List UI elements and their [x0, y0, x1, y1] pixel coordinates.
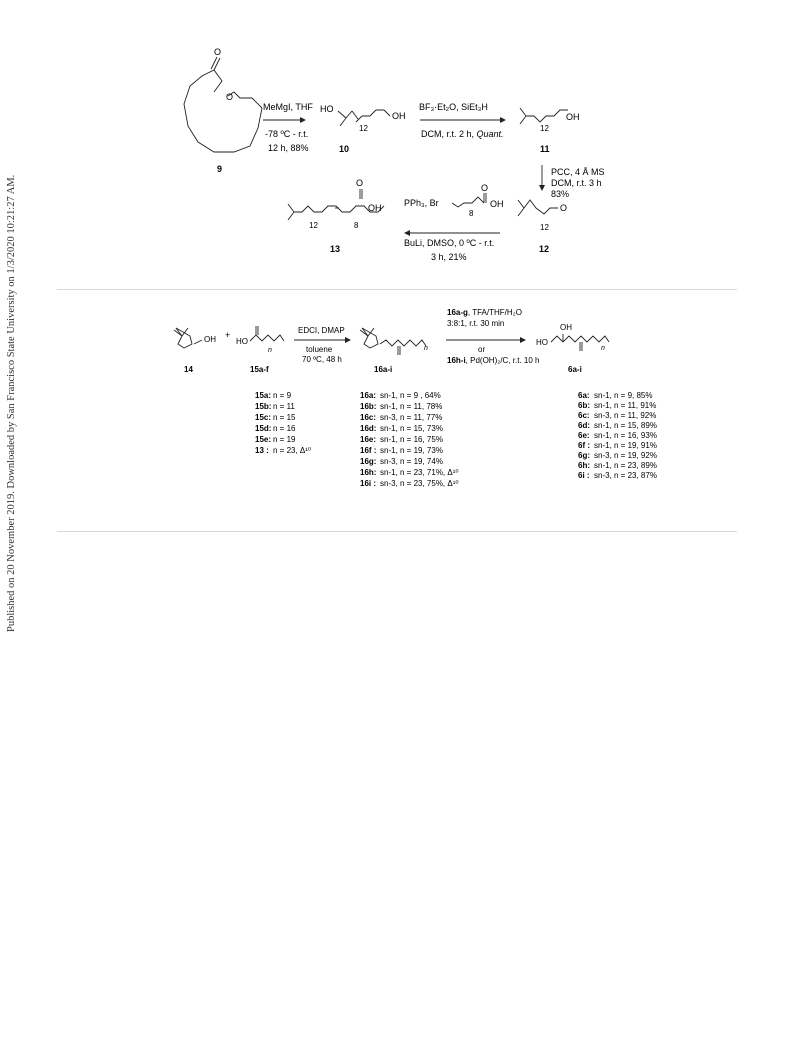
list16-item	[360, 446, 443, 455]
step1-reagent: MeMgI, THF	[263, 102, 313, 112]
list15-item	[255, 446, 311, 455]
step2-line2: 3:8:1, r.t. 30 min	[447, 319, 505, 328]
subscript-8: 8	[469, 209, 474, 218]
list16-item-id: 16c:	[360, 413, 377, 422]
list6-item-id: 6b:	[578, 401, 590, 410]
list16-item-value: sn-3, n = 23, 75%, Δ¹⁰	[380, 479, 459, 488]
atom-OH: OH	[566, 112, 580, 122]
list15-item	[255, 424, 296, 433]
step1-time-yield: 12 h, 88%	[268, 143, 309, 153]
list6-item-id: 6e:	[578, 431, 590, 440]
atom-HO: HO	[236, 337, 248, 346]
compound-label-12: 12	[539, 244, 550, 254]
step1-reagent: EDCI, DMAP	[298, 326, 345, 335]
list6-item	[578, 461, 657, 470]
compound-label-11: 11	[540, 144, 550, 154]
list6-item-value: sn-1, n = 11, 91%	[594, 401, 657, 410]
list15-item	[255, 402, 295, 411]
compound-label-6: 6a-i	[568, 365, 582, 374]
step4-conditions-1: BuLi, DMSO, 0 ºC - r.t.	[404, 238, 495, 248]
list15-item-value: n = 23, Δ¹⁰	[273, 446, 312, 455]
list16-item	[360, 413, 442, 422]
list16-item	[360, 435, 443, 444]
list6-item-value: sn-1, n = 23, 89%	[594, 461, 657, 470]
list6-item-value: sn-1, n = 9, 85%	[594, 391, 653, 400]
list6-item	[578, 441, 657, 450]
list-15	[255, 391, 311, 455]
list16-item-value: sn-3, n = 19, 74%	[380, 457, 443, 466]
step3-reagent: PCC, 4 Å MS	[551, 167, 605, 177]
list6-item-id: 6c:	[578, 411, 590, 420]
step4-conditions-2: 3 h, 21%	[431, 252, 467, 262]
atom-OH: OH	[204, 335, 216, 344]
subscript-n: n	[268, 347, 272, 354]
list15-item-id: 15a:	[255, 391, 272, 400]
download-notice-text: Published on 20 November 2019. Downloaded by San Francisco State University on 1/3/2020 10:21:27 AM.	[6, 174, 17, 632]
list16-item-value: sn-1, n = 11, 78%	[380, 402, 443, 411]
list6-item-id: 6d:	[578, 421, 590, 430]
subscript-12: 12	[359, 124, 368, 133]
list16-item	[360, 424, 443, 433]
list16-item-id: 16g:	[360, 457, 377, 466]
compound-9-structure	[184, 47, 262, 152]
list15-item-id: 13 :	[255, 446, 269, 455]
list16-item	[360, 479, 459, 488]
list6-item	[578, 431, 657, 440]
list16-item	[360, 457, 443, 466]
atom-HO: HO	[536, 338, 548, 347]
list15-item-value: n = 19	[273, 435, 296, 444]
list16-item-id: 16d:	[360, 424, 377, 433]
compound-12-structure	[518, 200, 567, 232]
list15-item-value: n = 9	[273, 391, 292, 400]
subscript-8: 8	[354, 221, 359, 230]
list-6	[578, 391, 657, 480]
step4-reagent: PPh₃, Br	[404, 198, 439, 208]
compound-10-structure	[320, 104, 406, 133]
list16-item-id: 16a:	[360, 391, 377, 400]
list6-item-value: sn-1, n = 19, 91%	[594, 441, 657, 450]
list16-item-id: 16e:	[360, 435, 377, 444]
atom-O-carbonyl: O	[214, 47, 222, 57]
atom-O-acid: O	[356, 178, 364, 188]
atom-OH: OH	[392, 111, 406, 121]
compound-label-13: 13	[330, 244, 341, 254]
list16-item-value: sn-1, n = 23, 71%, Δ¹⁰	[380, 468, 459, 477]
list6-item-value: sn-3, n = 11, 92%	[594, 411, 657, 420]
compound-14-structure	[174, 328, 216, 353]
list-16	[360, 391, 459, 488]
atom-OH: OH	[560, 323, 572, 332]
atom-O-aldehyde: O	[560, 203, 568, 213]
list6-item-value: sn-1, n = 16, 93%	[594, 431, 657, 440]
list6-item-value: sn-1, n = 15, 89%	[594, 421, 657, 430]
list6-item	[578, 401, 656, 410]
compound-label-16: 16a-i	[374, 365, 393, 374]
subscript-12: 12	[540, 124, 549, 133]
wittig-reagent-structure	[452, 183, 504, 218]
list15-item-value: n = 11	[273, 402, 295, 411]
list6-item	[578, 451, 657, 460]
list6-item-id: 6f :	[578, 441, 590, 450]
list15-item-value: n = 16	[273, 424, 296, 433]
compound-label-9: 9	[217, 164, 223, 174]
compound-6-structure	[536, 323, 609, 352]
atom-HO: HO	[320, 104, 334, 114]
list16-item	[360, 391, 441, 400]
list15-item	[255, 391, 292, 400]
step2-conditions: DCM, r.t. 2 h, Quant.	[421, 129, 504, 139]
list15-item	[255, 435, 296, 444]
step3-yield: 83%	[551, 189, 570, 199]
list6-item-id: 6g:	[578, 451, 590, 460]
list15-item-id: 15d:	[255, 424, 272, 433]
list15-item-id: 15c:	[255, 413, 272, 422]
step1-temp: -78 ºC - r.t.	[265, 129, 309, 139]
list15-item-id: 15b:	[255, 402, 272, 411]
synthesis-scheme-bottom	[0, 290, 793, 530]
list16-item-id: 16i :	[360, 479, 377, 488]
compound-label-14: 14	[184, 365, 193, 374]
compound-15-structure	[236, 326, 284, 354]
list15-item	[255, 413, 296, 422]
list6-item	[578, 471, 657, 480]
plus-sign: +	[225, 330, 231, 340]
subscript-n: n	[601, 345, 605, 352]
step2-line3: 16h-i, Pd(OH)₂/C, r.t. 10 h	[447, 356, 540, 365]
atom-O-acid: O	[481, 183, 489, 193]
step2-line1: 16a-g, TFA/THF/H₂O	[447, 308, 522, 317]
step1-solvent: toluene	[306, 345, 333, 354]
list16-item-value: sn-1, n = 15, 73%	[380, 424, 443, 433]
step2-reagent: BF₃·Et₂O, SiEt₃H	[419, 102, 488, 112]
compound-13-structure	[288, 178, 384, 230]
list6-item	[578, 391, 652, 400]
step2-or: or	[478, 345, 486, 354]
list16-item	[360, 468, 459, 477]
list16-item-value: sn-1, n = 19, 73%	[380, 446, 443, 455]
list16-item-id: 16b:	[360, 402, 377, 411]
list6-item-id: 6i :	[578, 471, 590, 480]
subscript-12: 12	[309, 221, 318, 230]
list16-item-value: sn-1, n = 16, 75%	[380, 435, 443, 444]
divider-bottom	[57, 531, 737, 532]
synthesis-scheme-top	[0, 0, 793, 275]
list16-item-value: sn-3, n = 11, 77%	[380, 413, 443, 422]
list6-item	[578, 421, 657, 430]
atom-OH-acid: OH	[368, 203, 382, 213]
list16-item-id: 16h:	[360, 468, 377, 477]
list6-item-id: 6h:	[578, 461, 590, 470]
atom-OH-acid: OH	[490, 199, 504, 209]
list6-item-value: sn-3, n = 23, 87%	[594, 471, 657, 480]
list15-item-id: 15e:	[255, 435, 272, 444]
list15-item-value: n = 15	[273, 413, 296, 422]
step3-conditions: DCM, r.t. 3 h	[551, 178, 602, 188]
step1-conditions: 70 ºC, 48 h	[302, 355, 342, 364]
atom-O-ring: O	[226, 92, 234, 102]
subscript-12: 12	[540, 223, 549, 232]
list6-item-value: sn-3, n = 19, 92%	[594, 451, 657, 460]
compound-label-10: 10	[339, 144, 350, 154]
list16-item-value: sn-1, n = 9 , 64%	[380, 391, 441, 400]
subscript-n: n	[424, 345, 428, 352]
compound-16-structure	[360, 328, 428, 355]
list16-item-id: 16f :	[360, 446, 377, 455]
compound-11-structure	[520, 108, 580, 133]
list6-item	[578, 411, 656, 420]
compound-label-15: 15a-f	[250, 365, 269, 374]
list16-item	[360, 402, 442, 411]
list6-item-id: 6a:	[578, 391, 590, 400]
